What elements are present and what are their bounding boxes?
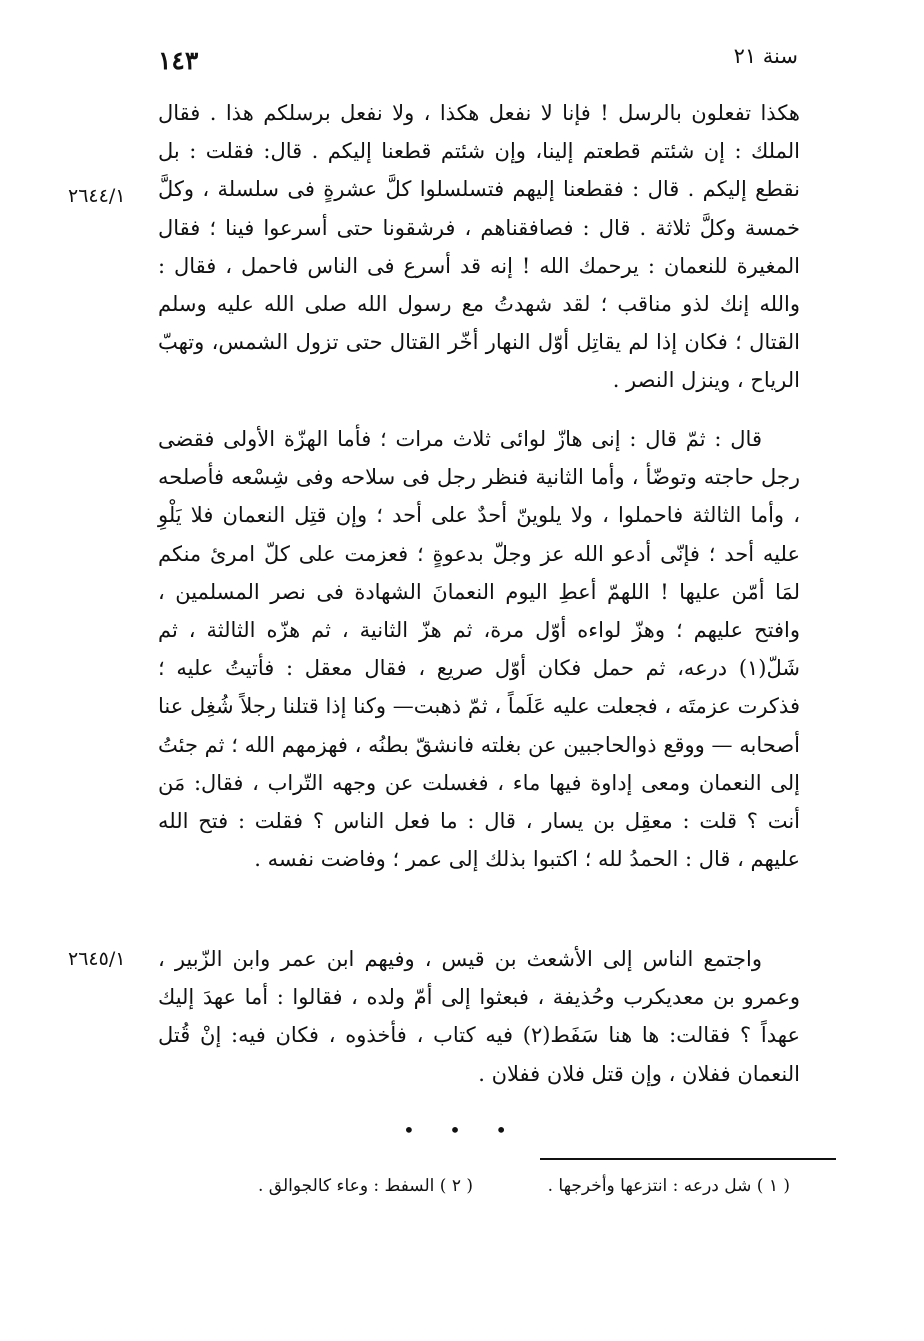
page-number: ١٤٣ <box>158 46 199 75</box>
running-head-year: سنة ٢١ <box>733 44 798 68</box>
footnote-rule <box>540 1158 836 1160</box>
footnote-1: ( ١ ) شل درعه : انتزعها وأخرجها . <box>547 1176 790 1196</box>
margin-reference-2: ٢٦٤٥/١ <box>68 948 126 970</box>
footnote-2: ( ٢ ) السفط : وعاء كالجوالق . <box>258 1176 473 1196</box>
running-head <box>158 44 798 84</box>
margin-reference-1: ٢٦٤٤/١ <box>68 185 126 207</box>
paragraph-1: هكذا تفعلون بالرسل ! فإنا لا نفعل هكذا ، ولا نفعل برسلكم هذا . فقال الملك : إن شئتم قطعتم إلينا، وإن شئتم قطعنا إليكم . قال: فقلت : بل نقطع إليكم . قال : فقطعنا إليهم فتسلسلوا كلَّ عشرةٍ فى سلسلة ، وكلَّ خمسة وكلَّ ثلاثة . قال : فصافقناهم ، فرشقونا حتى أسرعوا فينا ؛ فقال المغيرة للنعمان : يرحمك الله ! إنه قد أسرع فى الناس فاحمل ، فقال : والله إنك لذو مناقب ؛ لقد شهدتُ مع رسول الله صلى الله عليه وسلم القتال ؛ فكان إذا لم يقاتِل أوّل النهار أخّر القتال حتى تزول الشمس، وتهبّ الرياح ، وينزل النصر . <box>158 101 800 393</box>
section-separator: • • • <box>402 1118 522 1142</box>
paragraph-2: قال : ثمّ قال : إنى هازّ لوائى ثلاث مرات ؛ فأما الهزّة الأولى فقضى رجل حاجته وتوضّأ ، وأما الثانية فنظر رجل فى سلاحه وفى شِسْعه فأصلحه ، وأما الثالثة فاحملوا ، ولا يلوينّ أحدٌ على أحد ؛ وإن قتِل النعمان فلا يَلْوِ عليه أحد ؛ فإنّى أدعو الله عز وجلّ بدعوةٍ ؛ فعزمت على كلّ امرئ منكم لمَا أمّن عليها ! اللهمّ أعطِ اليوم النعمانَ الشهادة فى نصر المسلمين ، وافتح عليهم ؛ وهزّ لواءه أوّل مرة، ثم هزّ الثانية ، ثم هزّه الثالثة ، ثم شَلّ(١) درعه، ثم حمل فكان أوّل صريع ، فقال معقل : فأتيتُ عليه ؛ فذكرت عزمتَه ، فجعلت عليه عَلَماً ، ثمّ ذهبت— وكنا إذا قتلنا رجلاً شُغِل عنا أصحابه — ووقع ذوالحاجبين عن بغلته فانشقّ بطنُه ، فهزمهم الله ؛ ثم جئتُ إلى النعمان ومعى إداوة فيها ماء ، فغسلت عن وجهه التّراب ، فقال: مَن أنت ؟ قلت : معقِل بن يسار ، قال : ما فعل الناس ؟ فقلت : فتح الله عليهم ، قال : الحمدُ لله ؛ اكتبوا بذلك إلى عمر ؛ وفاضت نفسه . <box>158 427 800 872</box>
paragraph-3: واجتمع الناس إلى الأشعث بن قيس ، وفيهم ابن عمر وابن الزّبير ، وعمرو بن معديكرب وحُذيفة ، فبعثوا إلى أمّ ولده ، فقالوا : أما عهدَ إليك عهداً ؟ فقالت: ها هنا سَفَط(٢) فيه كتاب ، فأخذوه ، فكان فيه: إنْ قُتل النعمان ففلان ، وإن قتل فلان ففلان . <box>158 947 800 1086</box>
footnotes <box>258 1176 790 1204</box>
